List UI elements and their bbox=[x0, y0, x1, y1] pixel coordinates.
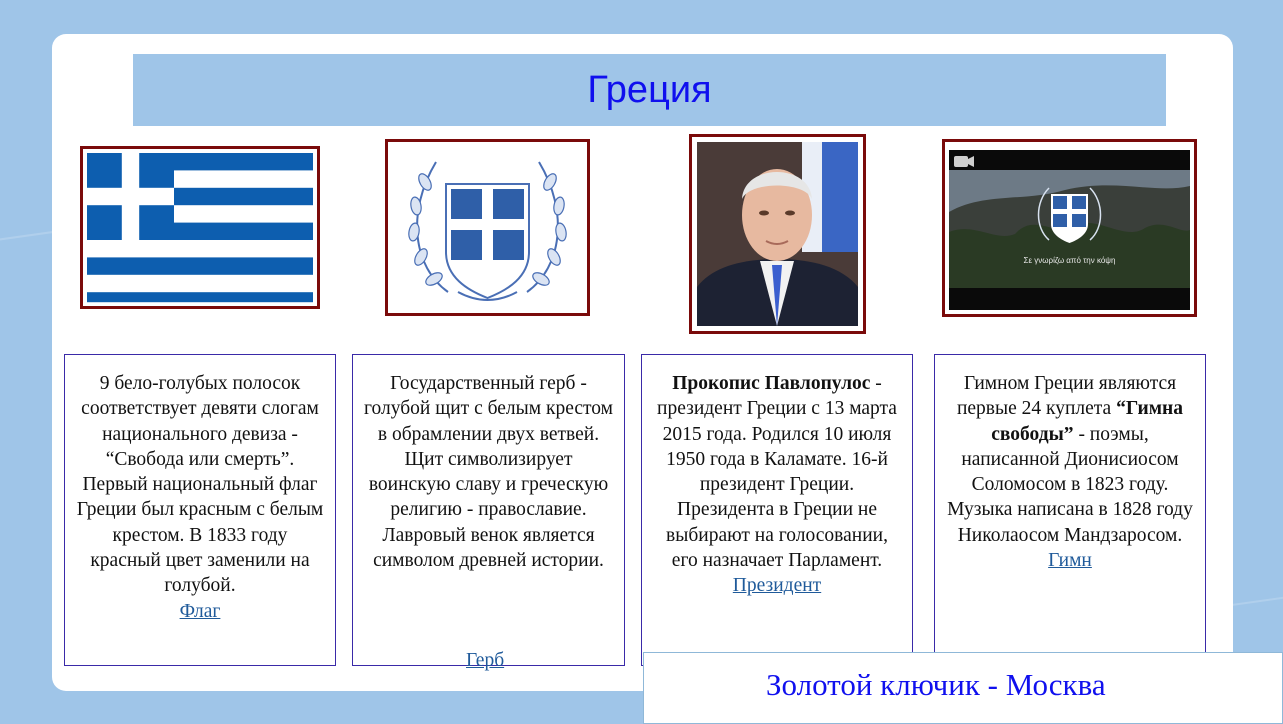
coat-of-arms-link[interactable]: Герб bbox=[466, 650, 505, 671]
footer-box bbox=[643, 652, 1283, 724]
president-photo[interactable] bbox=[689, 134, 866, 334]
coat-of-arms-image[interactable] bbox=[385, 139, 590, 316]
video-camera-icon bbox=[954, 156, 968, 167]
flag-description-box bbox=[64, 354, 336, 666]
president-description-box bbox=[641, 354, 913, 666]
anthem-description-part2: - поэмы, написанной Дионисиосом Соломосом в 1823 году. Музыка написана в 1828 году Николаосом Мандзаросом. bbox=[947, 423, 1193, 546]
greek-flag-image[interactable] bbox=[80, 146, 320, 309]
coat-of-arms-icon bbox=[388, 142, 587, 313]
anthem-description-part1: Гимном Греции являются первые 24 куплета bbox=[956, 373, 1177, 420]
flag-link[interactable]: Флаг bbox=[179, 600, 221, 622]
greek-flag-icon bbox=[83, 149, 317, 306]
video-caption: Σε γνωρίζω από την κόψη bbox=[1023, 256, 1116, 265]
president-portrait bbox=[692, 137, 863, 331]
slide-title: Греция bbox=[587, 68, 712, 111]
title-bar bbox=[133, 54, 1166, 126]
anthem-link[interactable]: Гимн bbox=[1048, 550, 1092, 572]
anthem-description-box bbox=[934, 354, 1206, 666]
anthem-video[interactable] bbox=[942, 139, 1197, 317]
anthem-video-thumbnail bbox=[945, 142, 1194, 314]
president-description: - президент Греции с 13 марта 2015 года. Родился 10 июля 1950 года в Каламате. 16-й президент Греции. Президента в Греции не выбирают на голосовании, его назначает Парламент. bbox=[657, 373, 897, 572]
anthem-title: “Гимна свободы” bbox=[991, 398, 1184, 445]
president-link[interactable]: Президент bbox=[732, 575, 822, 597]
coat-of-arms-description-box bbox=[352, 354, 625, 666]
coat-of-arms-description: Государственный герб - голубой щит с белым крестом в обрамлении двух ветвей. Щит символизирует воинскую славу и греческую религию - православие. Лавровый венок является символом древней истории. bbox=[364, 373, 613, 572]
president-name: Прокопис Павлопулос bbox=[672, 373, 871, 394]
footer-label: Золотой ключик - Москва bbox=[766, 667, 1106, 702]
flag-description: 9 бело-голубых полосок соответствует девяти слогам национального девиза - “Свобода или смерть”. Первый национальный флаг Греции был красным с белым крестом. В 1833 году красный цвет заменили на голубой. bbox=[76, 373, 324, 597]
